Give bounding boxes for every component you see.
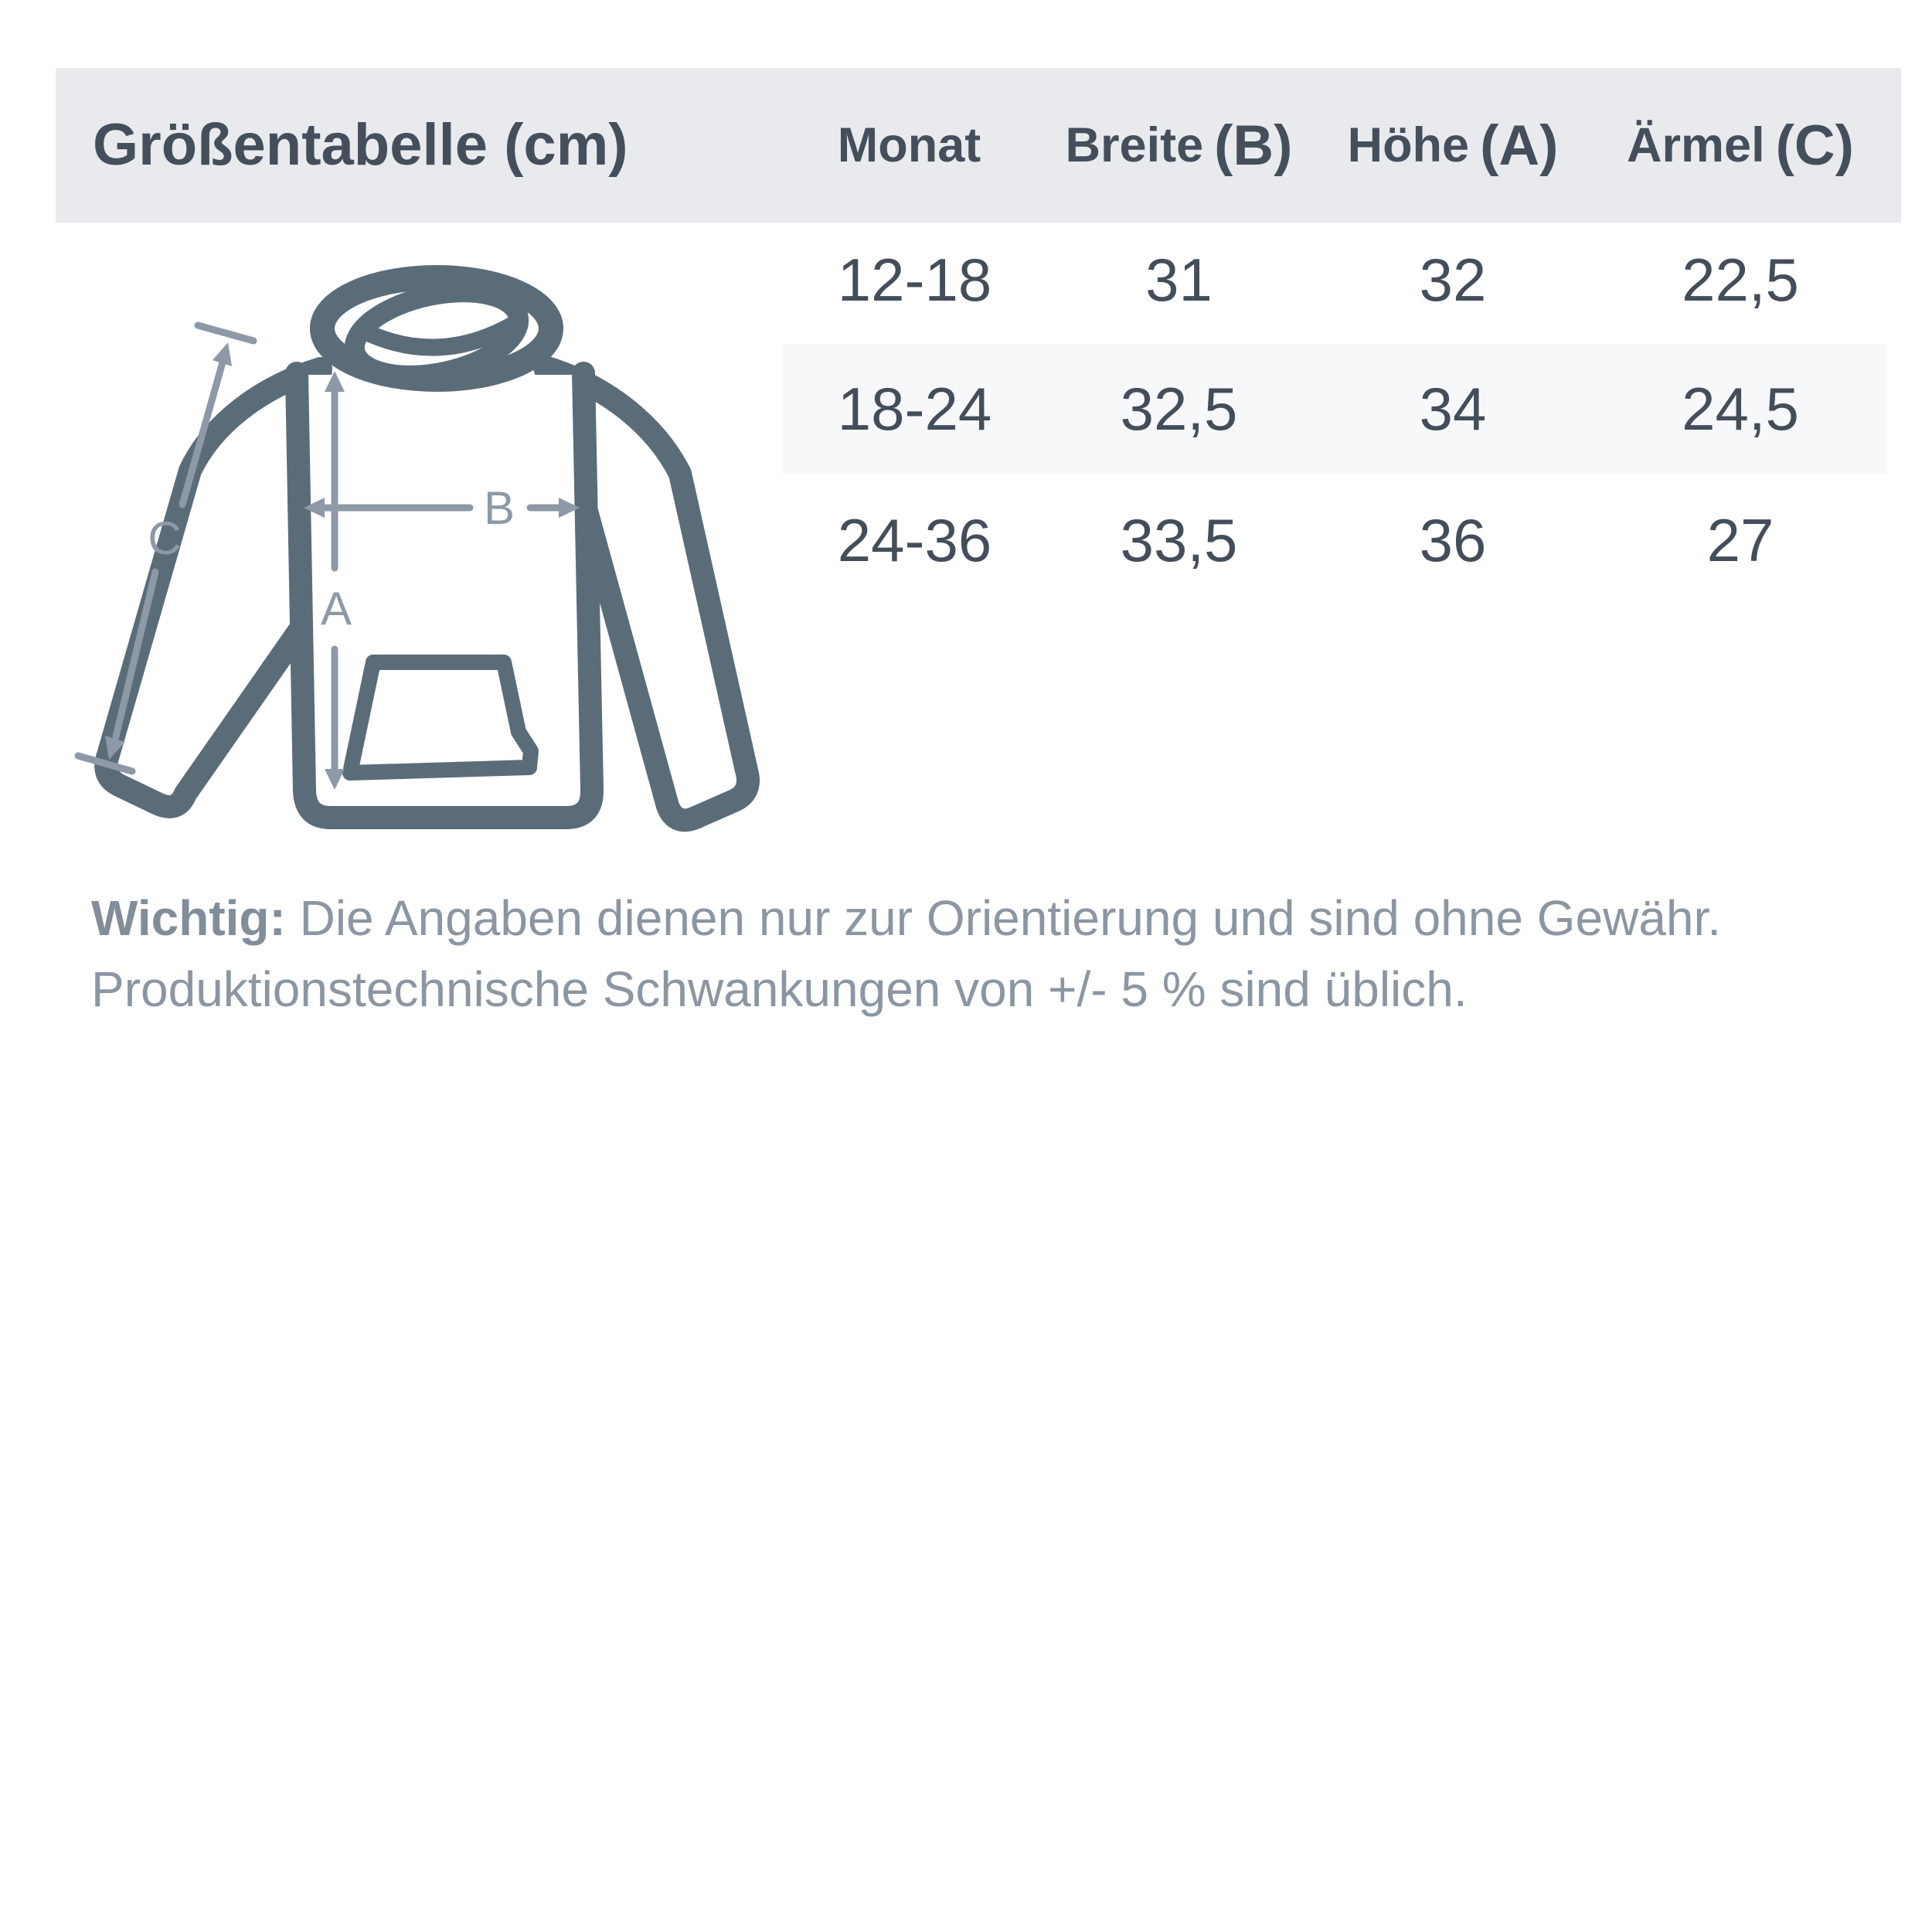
table-cell: 24,5 — [1682, 374, 1799, 443]
column-header-hoehe: Höhe (A) — [1347, 114, 1559, 177]
table-cell: 22,5 — [1682, 246, 1799, 314]
table-header-row — [782, 68, 1886, 223]
table-cell: 18-24 — [837, 374, 992, 443]
disclaimer-prefix: Wichtig: — [91, 890, 286, 946]
disclaimer-line-2: Produktionstechnische Schwankungen von +/- 5 % sind üblich. — [91, 961, 1468, 1017]
label-a: A — [320, 583, 352, 634]
table-cell: 34 — [1419, 374, 1487, 443]
table-cell: 27 — [1706, 505, 1774, 574]
table-cell: 31 — [1145, 246, 1213, 314]
size-table — [782, 216, 1886, 607]
table-cell: 24-36 — [837, 505, 992, 574]
hoodie-measurement-diagram — [68, 259, 794, 877]
table-cell: 32 — [1419, 246, 1487, 314]
table-cell: 36 — [1419, 505, 1487, 574]
table-cell: 32,5 — [1120, 374, 1238, 443]
page-title: Größentabelle (cm) — [93, 112, 628, 178]
disclaimer-note — [91, 883, 1721, 1025]
hoodie-pocket — [350, 662, 531, 773]
table-cell: 12-18 — [837, 246, 992, 314]
hood-drawstring — [410, 377, 464, 384]
table-cell: 33,5 — [1120, 505, 1238, 574]
column-header-breite: Breite (B) — [1065, 114, 1293, 177]
disclaimer-line-1: Wichtig: Die Angaben dienen nur zur Orientierung und sind ohne Gewähr. — [91, 890, 1722, 946]
column-header-aermel: Ärmel (C) — [1627, 114, 1854, 177]
label-c: C — [148, 512, 182, 564]
column-header-monat: Monat — [837, 118, 981, 172]
label-b: B — [483, 482, 515, 534]
